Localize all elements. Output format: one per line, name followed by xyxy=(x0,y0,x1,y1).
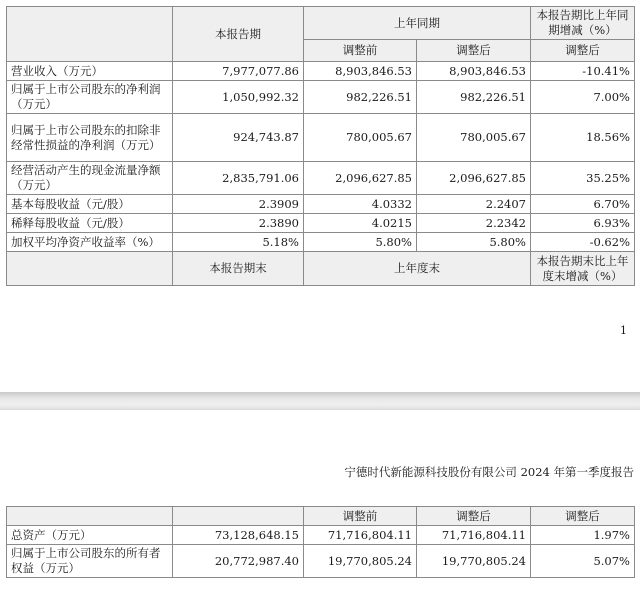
report-title: 宁德时代新能源科技股份有限公司 2024 年第一季度报告 xyxy=(344,465,634,479)
row-after: 8,903,846.53 xyxy=(417,62,531,81)
row-current: 73,128,648.15 xyxy=(173,526,304,545)
row-change: 6.70% xyxy=(531,195,635,214)
header-blank-cell xyxy=(7,507,173,526)
header-blank-cell xyxy=(173,507,304,526)
row-change: 35.25% xyxy=(531,162,635,195)
row-current: 1,050,992.32 xyxy=(173,81,304,114)
report-page-bottom xyxy=(0,410,640,592)
row-change: 18.56% xyxy=(531,114,635,162)
row-after: 780,005.67 xyxy=(417,114,531,162)
row-before: 4.0332 xyxy=(304,195,417,214)
row-current: 2,835,791.06 xyxy=(173,162,304,195)
row-current: 5.18% xyxy=(173,233,304,252)
row-current: 924,743.87 xyxy=(173,114,304,162)
row-label: 归属于上市公司股东的扣除非经常性损益的净利润（万元） xyxy=(7,114,173,162)
page-separator xyxy=(0,392,640,410)
row-before: 5.80% xyxy=(304,233,417,252)
header-last-year-same: 上年同期 xyxy=(304,7,531,40)
header-before-adjust: 调整前 xyxy=(304,507,417,526)
row-before: 8,903,846.53 xyxy=(304,62,417,81)
row-before: 4.0215 xyxy=(304,214,417,233)
table-row xyxy=(7,62,635,81)
row-change: 6.93% xyxy=(531,214,635,233)
key-financials-table xyxy=(6,6,635,286)
row-before: 71,716,804.11 xyxy=(304,526,417,545)
row-current: 20,772,987.40 xyxy=(173,545,304,578)
row-change: 7.00% xyxy=(531,81,635,114)
header-current-period: 本报告期 xyxy=(173,7,304,62)
footer-blank-cell xyxy=(7,252,173,286)
table-row xyxy=(7,114,635,162)
row-before: 19,770,805.24 xyxy=(304,545,417,578)
footer-change-end: 本报告期末比上年度末增减（%） xyxy=(531,252,635,286)
row-before: 780,005.67 xyxy=(304,114,417,162)
table-row xyxy=(7,195,635,214)
row-change: 1.97% xyxy=(531,526,635,545)
header-change-ratio: 本报告期比上年同期增减（%） xyxy=(531,7,635,40)
row-current: 7,977,077.86 xyxy=(173,62,304,81)
row-before: 2,096,627.85 xyxy=(304,162,417,195)
row-after: 19,770,805.24 xyxy=(417,545,531,578)
row-label: 经营活动产生的现金流量净额（万元） xyxy=(7,162,173,195)
row-label: 加权平均净资产收益率（%） xyxy=(7,233,173,252)
header-after-adjust: 调整后 xyxy=(417,507,531,526)
row-change: 5.07% xyxy=(531,545,635,578)
balance-table xyxy=(6,506,635,578)
row-after: 2,096,627.85 xyxy=(417,162,531,195)
footer-last-year-end: 上年度末 xyxy=(304,252,531,286)
header-before-adjust: 调整前 xyxy=(304,40,417,62)
row-after: 5.80% xyxy=(417,233,531,252)
row-label: 稀释每股收益（元/股） xyxy=(7,214,173,233)
row-change: -10.41% xyxy=(531,62,635,81)
footer-period-end: 本报告期末 xyxy=(173,252,304,286)
table-row xyxy=(7,162,635,195)
table-row xyxy=(7,214,635,233)
row-before: 982,226.51 xyxy=(304,81,417,114)
table-row xyxy=(7,545,635,578)
row-change: -0.62% xyxy=(531,233,635,252)
header-after-adjust-2: 调整后 xyxy=(531,40,635,62)
row-label: 基本每股收益（元/股） xyxy=(7,195,173,214)
row-after: 2.2407 xyxy=(417,195,531,214)
header-after-adjust: 调整后 xyxy=(417,40,531,62)
table-row xyxy=(7,81,635,114)
row-current: 2.3890 xyxy=(173,214,304,233)
table-row xyxy=(7,526,635,545)
table-row xyxy=(7,233,635,252)
row-label: 营业收入（万元） xyxy=(7,62,173,81)
row-current: 2.3909 xyxy=(173,195,304,214)
row-label: 归属于上市公司股东的所有者权益（万元） xyxy=(7,545,173,578)
row-label: 归属于上市公司股东的净利润（万元） xyxy=(7,81,173,114)
header-blank-cell xyxy=(7,7,173,62)
header-after-adjust-2: 调整后 xyxy=(531,507,635,526)
row-after: 982,226.51 xyxy=(417,81,531,114)
row-after: 2.2342 xyxy=(417,214,531,233)
page-number: 1 xyxy=(620,324,627,337)
row-after: 71,716,804.11 xyxy=(417,526,531,545)
row-label: 总资产（万元） xyxy=(7,526,173,545)
